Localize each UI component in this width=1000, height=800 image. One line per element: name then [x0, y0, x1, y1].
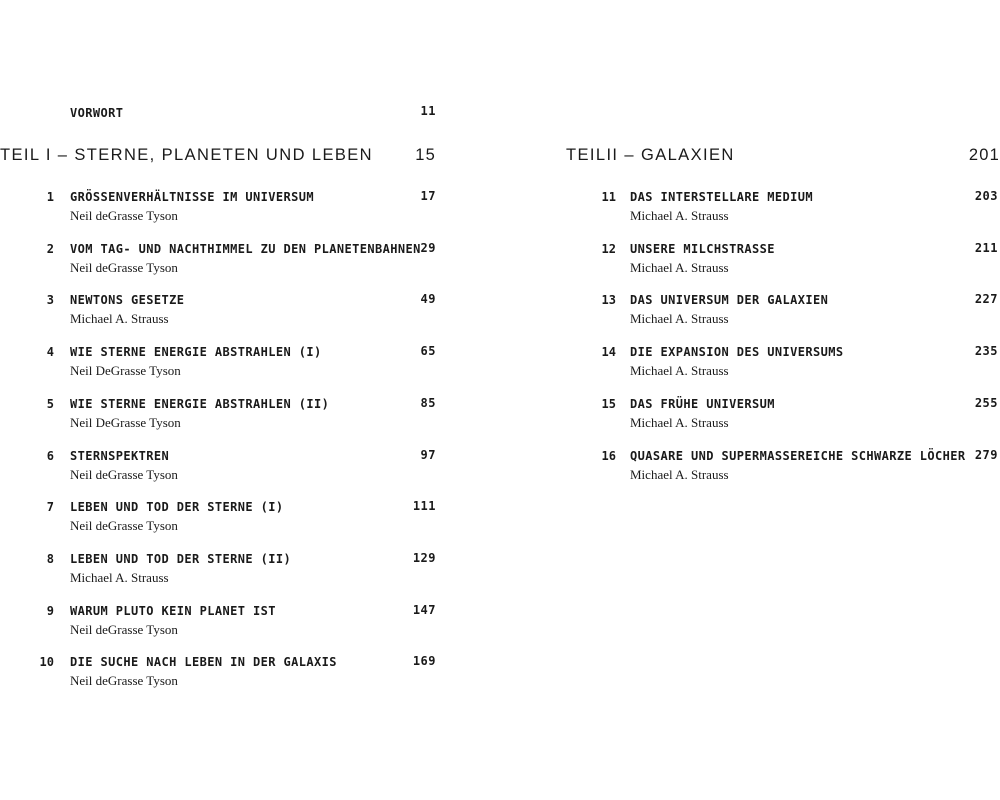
chapter-number: 12	[601, 242, 616, 256]
part-page: 201	[968, 146, 1000, 164]
chapter-title: DIE EXPANSION DES UNIVERSUMS	[630, 345, 844, 359]
part-title: TEILII – GALAXIEN	[566, 146, 735, 164]
chapter-title: QUASARE UND SUPERMASSEREICHE SCHWARZE LÖCHER	[630, 449, 966, 463]
chapter-title: NEWTONS GESETZE	[70, 293, 185, 307]
chapter-page: 111	[412, 499, 436, 513]
chapter-page: 227	[974, 292, 998, 306]
part-heading-2	[566, 146, 1000, 170]
chapter-title: LEBEN UND TOD DER STERNE (I)	[70, 500, 284, 514]
toc-entry	[590, 189, 998, 229]
part-title: TEIL I – STERNE, PLANETEN UND LEBEN	[0, 146, 373, 164]
part-heading-1	[0, 146, 436, 170]
chapter-number: 2	[46, 242, 54, 256]
chapter-title: DIE SUCHE NACH LEBEN IN DER GALAXIS	[70, 655, 337, 669]
chapter-number: 15	[601, 397, 616, 411]
toc-entry	[590, 292, 998, 332]
chapter-author: Neil deGrasse Tyson	[70, 208, 178, 223]
chapter-title: STERNSPEKTREN	[70, 449, 170, 463]
toc-entry	[590, 448, 998, 488]
chapter-author: Neil deGrasse Tyson	[70, 467, 178, 482]
chapter-number: 10	[39, 655, 54, 669]
chapter-author: Neil DeGrasse Tyson	[70, 363, 181, 378]
toc-entry	[30, 654, 436, 694]
chapter-title: DAS UNIVERSUM DER GALAXIEN	[630, 293, 829, 307]
chapter-number: 5	[46, 397, 54, 411]
chapter-author: Neil deGrasse Tyson	[70, 622, 178, 637]
chapter-title: UNSERE MILCHSTRASSE	[630, 242, 775, 256]
chapter-page: 203	[974, 189, 998, 203]
chapter-page: 49	[420, 292, 436, 306]
chapter-number: 16	[601, 449, 616, 463]
toc-entry	[30, 448, 436, 488]
chapter-number: 6	[46, 449, 54, 463]
chapter-number: 7	[46, 500, 54, 514]
toc-entry	[30, 551, 436, 591]
chapter-number: 1	[46, 190, 54, 204]
chapter-author: Michael A. Strauss	[630, 311, 729, 326]
chapter-author: Michael A. Strauss	[630, 467, 729, 482]
chapter-title: WIE STERNE ENERGIE ABSTRAHLEN (II)	[70, 397, 330, 411]
chapter-page: 97	[420, 448, 436, 462]
chapter-title: VOM TAG- UND NACHTHIMMEL ZU DEN PLANETENBAHNEN	[70, 242, 421, 256]
chapter-number: 13	[601, 293, 616, 307]
chapter-number: 9	[46, 604, 54, 618]
toc-entry	[30, 603, 436, 643]
chapter-title: WIE STERNE ENERGIE ABSTRAHLEN (I)	[70, 345, 322, 359]
chapter-page: 65	[420, 344, 436, 358]
chapter-page: 235	[974, 344, 998, 358]
chapter-author: Neil DeGrasse Tyson	[70, 415, 181, 430]
chapter-number: 11	[601, 190, 616, 204]
chapter-page: 211	[974, 241, 998, 255]
chapter-author: Michael A. Strauss	[70, 570, 169, 585]
toc-entry	[30, 396, 436, 436]
chapter-page: 29	[420, 241, 436, 255]
chapter-number: 14	[601, 345, 616, 359]
part-page: 15	[415, 146, 436, 164]
chapter-author: Neil deGrasse Tyson	[70, 518, 178, 533]
chapter-author: Michael A. Strauss	[70, 311, 169, 326]
toc-entry	[590, 344, 998, 384]
chapter-author: Neil deGrasse Tyson	[70, 673, 178, 688]
chapter-page: 147	[412, 603, 436, 617]
chapter-page: 279	[974, 448, 998, 462]
chapter-author: Michael A. Strauss	[630, 363, 729, 378]
chapter-author: Michael A. Strauss	[630, 415, 729, 430]
chapter-author: Neil deGrasse Tyson	[70, 260, 178, 275]
chapter-title: WARUM PLUTO KEIN PLANET IST	[70, 604, 276, 618]
chapter-author: Michael A. Strauss	[630, 260, 729, 275]
chapter-number: 3	[46, 293, 54, 307]
chapter-title: GRÖSSENVERHÄLTNISSE IM UNIVERSUM	[70, 190, 314, 204]
toc-entry	[30, 292, 436, 332]
chapter-title: LEBEN UND TOD DER STERNE (II)	[70, 552, 292, 566]
vorwort-page: 11	[420, 104, 436, 118]
chapter-author: Michael A. Strauss	[630, 208, 729, 223]
chapter-number: 4	[46, 345, 54, 359]
chapter-page: 255	[974, 396, 998, 410]
toc-entry	[590, 396, 998, 436]
toc-entry	[590, 241, 998, 281]
chapter-number: 8	[46, 552, 54, 566]
toc-entry	[30, 499, 436, 539]
toc-entry-vorwort	[70, 104, 436, 122]
toc-entry	[30, 344, 436, 384]
chapter-page: 17	[420, 189, 436, 203]
toc-entry	[30, 189, 436, 229]
chapter-page: 85	[420, 396, 436, 410]
toc-entry	[30, 241, 436, 281]
chapter-page: 129	[412, 551, 436, 565]
chapter-title: DAS INTERSTELLARE MEDIUM	[630, 190, 813, 204]
vorwort-title: VORWORT	[70, 106, 124, 120]
chapter-title: DAS FRÜHE UNIVERSUM	[630, 397, 775, 411]
chapter-page: 169	[412, 654, 436, 668]
